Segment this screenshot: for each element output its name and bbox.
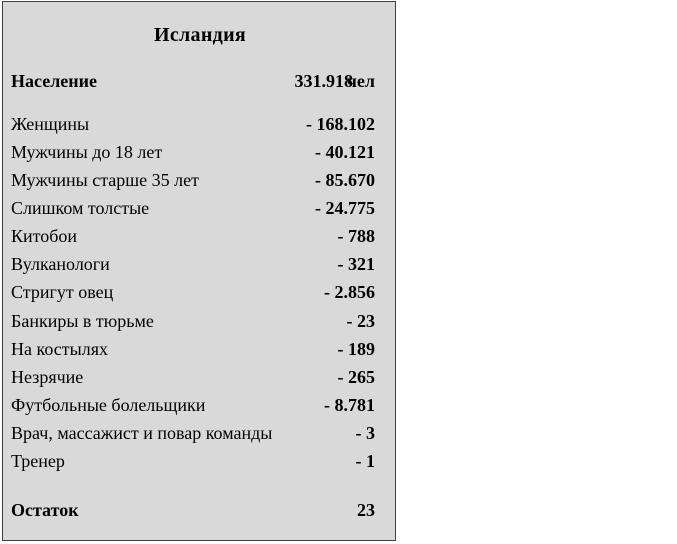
item-value: - 24.775 [315,198,375,218]
item-value: - 265 [337,367,375,387]
item-label: Мужчины старше 35 лет [11,170,199,190]
list-item [11,280,375,304]
item-label: Вулканологи [11,254,110,274]
list-item [11,309,375,333]
item-value: - 8.781 [324,395,375,415]
list-item [11,393,375,417]
item-value: - 321 [337,254,375,274]
item-label: Китобои [11,226,78,246]
item-label: Врач, массажист и повар команды [11,423,273,443]
list-item [11,252,375,276]
population-value: 331.918 [294,71,353,91]
item-value: - 788 [337,226,375,246]
item-value: - 1 [355,451,375,471]
item-label: Слишком толстые [11,198,150,218]
item-value: - 168.102 [306,114,375,134]
item-label: Банкиры в тюрьме [11,311,154,331]
iceland-card [2,1,396,541]
list-item [11,224,375,248]
item-value: - 3 [355,423,375,443]
item-label: На костылях [11,339,108,359]
remainder-row [11,498,375,522]
population-label: Население [11,71,98,91]
list-item [11,168,375,192]
item-label: Тренер [11,451,65,471]
item-label: Женщины [11,114,90,134]
remainder-value: 23 [357,500,375,520]
item-value: - 23 [346,311,375,331]
card-title: Исландия [153,24,247,46]
remainder-label: Остаток [11,500,79,520]
list-item [11,112,375,136]
list-item [11,337,375,361]
list-item [11,421,375,445]
item-label: Футбольные болельщики [11,395,206,415]
item-value: - 85.670 [315,170,375,190]
list-item [11,365,375,389]
item-label: Мужчины до 18 лет [11,142,163,162]
list-item [11,140,375,164]
list-item [11,449,375,473]
population-row [11,69,375,93]
list-item [11,196,375,220]
item-value: - 40.121 [315,142,375,162]
item-value: - 189 [337,339,375,359]
population-unit: чел [346,71,375,91]
item-label: Стригут овец [11,282,114,302]
item-value: - 2.856 [324,282,375,302]
item-label: Незрячие [11,367,84,387]
